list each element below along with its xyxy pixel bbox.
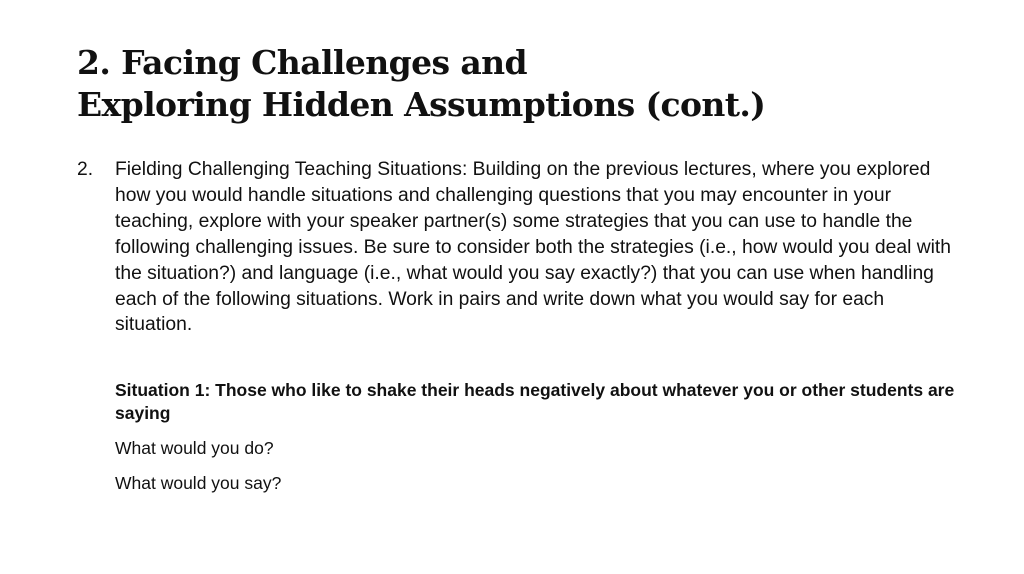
list-item — [77, 157, 957, 338]
question-what-would-you-do: What would you do? — [115, 438, 274, 458]
situation-block — [115, 379, 955, 495]
list-item-text: Fielding Challenging Teaching Situations: Building on the previous lectures, where you explored how you would handle situations and challenging questions that you may encounter in your teaching, explore with your speaker partner(s) some strategies that you can use to handle the following challenging issues. Be sure to consider both the strategies (i.e., how would you deal with the situation?) and language (i.e., what would you say exactly?) that you can use when handling each of the following situations. Work in pairs and write down what you would say for each situation. — [115, 159, 951, 336]
list-item-number: 2. — [77, 159, 94, 180]
body-numbered-list — [77, 157, 957, 338]
situation-heading: Situation 1: Those who like to shake their heads negatively about whatever you or other students are saying — [115, 380, 955, 423]
slide-title — [77, 42, 977, 126]
slide-title-line-2: Exploring Hidden Assumptions (cont.) — [77, 85, 766, 124]
slide-title-line-1: 2. Facing Challenges and — [77, 43, 528, 82]
question-what-would-you-say: What would you say? — [115, 473, 282, 493]
